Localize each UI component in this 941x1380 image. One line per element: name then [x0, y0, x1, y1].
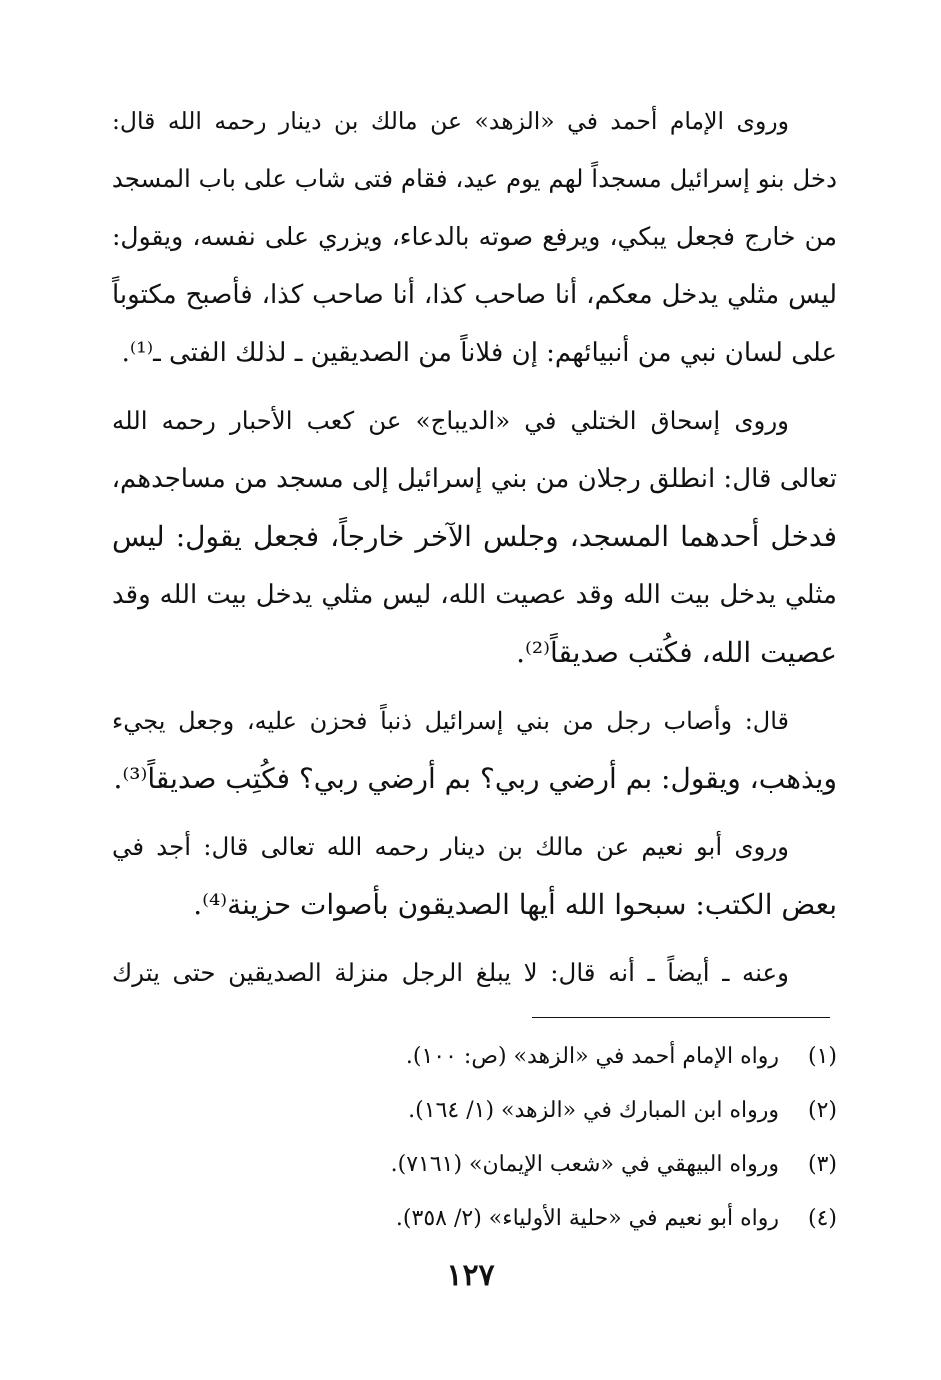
footnotes — [237, 1035, 837, 1251]
footnote — [237, 1035, 837, 1089]
footnote-number: (٣) — [807, 1152, 837, 1177]
paragraph-3 — [112, 692, 837, 808]
footnote-number: (٢) — [807, 1098, 837, 1123]
paragraph-line: ليس مثلي يدخل معكم، أنا صاحب كذا، أنا صاحب كذا، فأصبح مكتوباً — [112, 280, 837, 310]
paragraph-line: عصيت الله، فكُتب صديقاً⁽²⁾. — [516, 636, 837, 669]
footnote — [237, 1089, 837, 1143]
footnote-text: ورواه البيهقي في «شعب الإيمان» (٧١٦١). — [390, 1152, 779, 1177]
paragraph-line: تعالى قال: انطلق رجلان من بني إسرائيل إلى مسجد من مساجدهم، — [111, 464, 837, 494]
page-number: ١٢٧ — [446, 1258, 495, 1293]
paragraph-line: من خارج فجعل يبكي، ويرفع صوته بالدعاء، ويزري على نفسه، ويقول: — [112, 222, 837, 251]
paragraph-line: على لسان نبي من أنبيائهم: إن فلاناً من الصديقين ـ لذلك الفتى ـ⁽¹⁾. — [121, 338, 837, 368]
paragraph-line: ويذهب، ويقول: بم أرضي ربي؟ بم أرضي ربي؟ فكُتِب صديقاً⁽³⁾. — [113, 762, 837, 795]
paragraph-2 — [112, 392, 837, 682]
paragraph-line: وروى إسحاق الختلي في «الديباج» عن كعب الأحبار رحمه الله — [112, 406, 789, 435]
paragraph-line: دخل بنو إسرائيل مسجداً لهم يوم عيد، فقام فتى شاب على باب المسجد — [111, 164, 837, 193]
footnote-text: ورواه ابن المبارك في «الزهد» (١/ ١٦٤). — [408, 1098, 779, 1123]
paragraph-4 — [112, 818, 837, 934]
main-text — [112, 92, 837, 1012]
paragraph-line: وعنه ـ أيضاً ـ أنه قال: لا يبلغ الرجل منزلة الصديقين حتى يترك — [112, 958, 789, 987]
paragraph-line: بعض الكتب: سبحوا الله أيها الصديقون بأصوات حزينة⁽⁴⁾. — [193, 888, 837, 921]
paragraph-line: وروى أبو نعيم عن مالك بن دينار رحمه الله تعالى قال: أجد في — [112, 832, 789, 861]
footnote-number: (١) — [807, 1044, 837, 1069]
footnote-separator — [532, 1017, 830, 1018]
footnote-text: رواه أبو نعيم في «حلية الأولياء» (٢/ ٣٥٨). — [395, 1206, 779, 1231]
paragraph-line: مثلي يدخل بيت الله وقد عصيت الله، ليس مثلي يدخل بيت الله وقد — [112, 580, 837, 610]
paragraph-5 — [112, 944, 837, 1002]
paragraph-line: وروى الإمام أحمد في «الزهد» عن مالك بن دينار رحمه الله قال: — [112, 107, 789, 135]
footnote — [237, 1143, 837, 1197]
footnote-text: رواه الإمام أحمد في «الزهد» (ص: ١٠٠). — [405, 1044, 779, 1069]
footnote-number: (٤) — [807, 1206, 837, 1231]
paragraph-line: فدخل أحدهما المسجد، وجلس الآخر خارجاً، فجعل يقول: ليس — [112, 520, 837, 553]
paragraph-line: قال: وأصاب رجل من بني إسرائيل ذنباً فحزن عليه، وجعل يجيء — [112, 707, 789, 735]
footnote — [237, 1197, 837, 1251]
paragraph-1 — [112, 92, 837, 382]
